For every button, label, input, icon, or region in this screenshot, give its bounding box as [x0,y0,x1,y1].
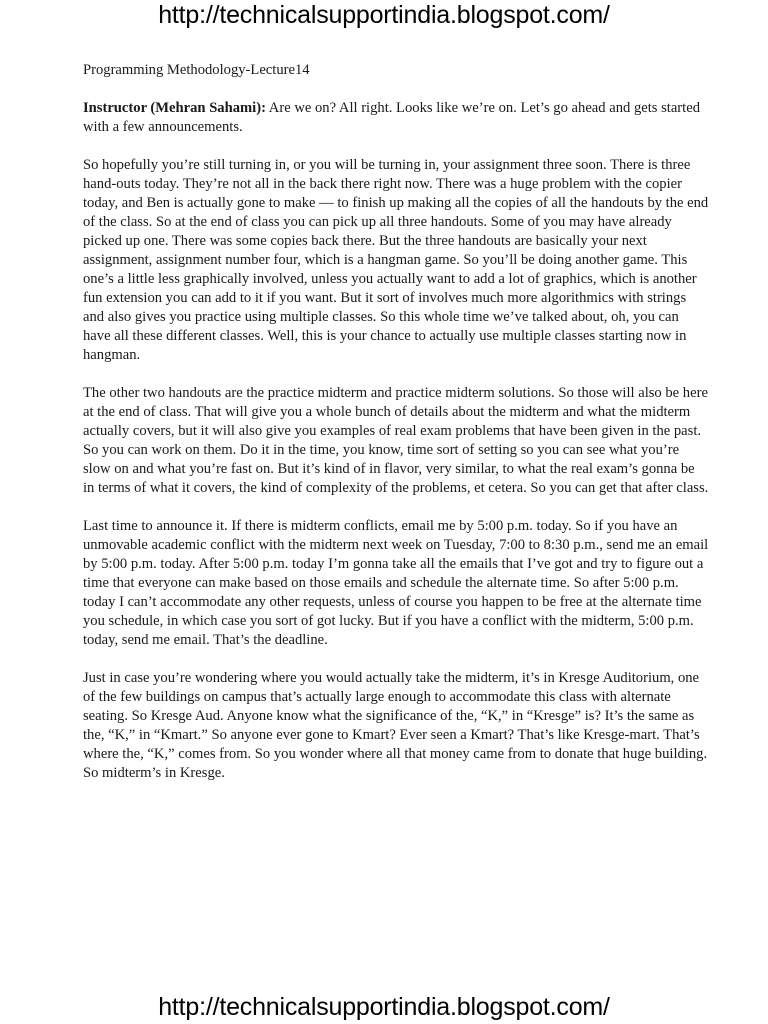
paragraph-intro-text: Are we on? All right. Looks like we’re on. Let’s go ahead and gets started with a few announcements. [83,100,700,135]
top-banner-url: http://technicalsupportindia.blogspot.com/ [158,1,610,29]
paragraph-midterm-conflicts: Last time to announce it. If there is midterm conflicts, email me by 5:00 p.m. today. So if you have an unmovable academic conflict with the midterm next week on Tuesday, 7:00 to 8:30 p.m., send me an email by 5:00 p.m. today. After 5:00 p.m. today I’m gonna take all the emails that I’ve got and try to figure out a time that everyone can make based on those emails and schedule the alternate time. So after 5:00 p.m. today I can’t accommodate any other requests, unless of course you happen to be free at the alternate time you schedule, in which case you sort of got lucky. But if you have a conflict with the midterm, 5:00 p.m. today, send me email. That’s the deadline. [83,518,709,648]
document-body [83,61,709,802]
paragraph-handouts: So hopefully you’re still turning in, or you will be turning in, your assignment three soon. There is three hand-outs today. They’re not all in the back there right now. There was a huge problem with the copier today, and Ben is actually gone to make — to finish up making all the copies of all the handouts by the end of the class. So at the end of class you can pick up all three handouts. Some of you may have already picked up one. There was some copies back there. But the three handouts are basically your next assignment, assignment number four, which is a hangman game. So you’ll be doing another game. This one’s a little less graphically involved, unless you actually want to add a lot of graphics, which is another fun extension you can add to it if you want. But it sort of involves much more algorithmics with strings and also gives you practice using multiple classes. So this whole time we’ve talked about, oh, you can have all these different classes. Well, this is your chance to actually use multiple classes starting now in hangman. [83,157,709,363]
paragraph-practice-midterm: The other two handouts are the practice midterm and practice midterm solutions. So those will also be here at the end of class. That will give you a whole bunch of details about the midterm and what the midterm actually covers, but it will also give you examples of real exam problems that have been given in the past. So you can work on them. Do it in the time, you know, time sort of setting so you can see what you’re slow on and what you’re fast on. But it’s kind of in flavor, very similar, to what the real exam’s gonna be in terms of what it covers, the kind of complexity of the problems, et cetera. So you can get that after class. [83,385,709,496]
paragraph-midterm-location: Just in case you’re wondering where you would actually take the midterm, it’s in Kresge Auditorium, one of the few buildings on campus that’s actually large enough to accommodate this class with alternate seating. So Kresge Aud. Anyone know what the significance of the, “K,” in “Kresge” is? It’s the same as the, “K,” in “Kmart.” So anyone ever gone to Kmart? Ever seen a Kmart? That’s like Kresge-mart. That’s where the, “K,” comes from. So you wonder where all that money came from to donate that huge building. So midterm’s in Kresge. [83,670,708,781]
paragraph-intro [83,99,709,137]
speaker-label: Instructor (Mehran Sahami): [83,100,266,116]
document-title: Programming Methodology-Lecture14 [83,62,310,78]
bottom-banner-url: http://technicalsupportindia.blogspot.com/ [158,993,610,1021]
